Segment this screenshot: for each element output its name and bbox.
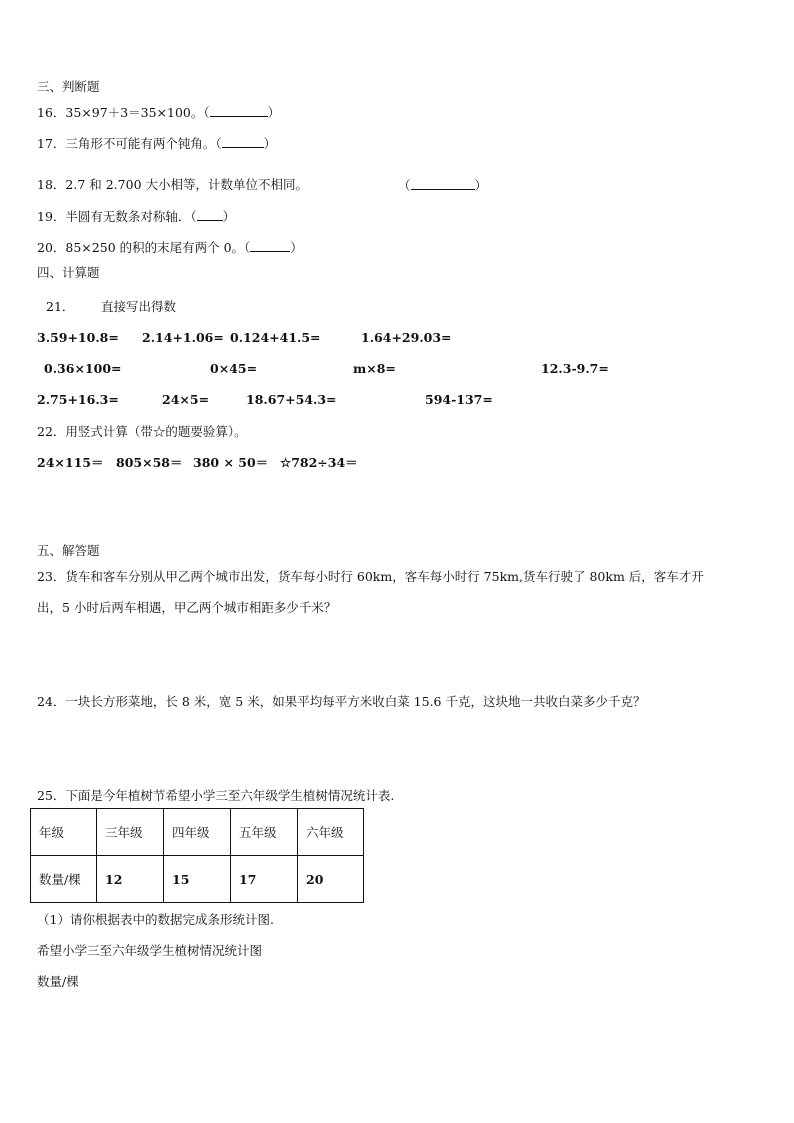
answer-blank[interactable] [411, 177, 475, 190]
table-cell: 数量/棵 [31, 856, 97, 903]
calc-item: 0.36×100= [44, 361, 122, 376]
question-21-title: 直接写出得数 [101, 299, 177, 314]
question-23-line-2: 出，5 小时后两车相遇，甲乙两个城市相距多少千米？ [37, 600, 337, 615]
question-17: 17．三角形不可能有两个钝角。（ ） [37, 136, 277, 151]
table-header-cell: 四年级 [164, 809, 231, 856]
table-cell: 17 [231, 856, 298, 903]
table-cell: 20 [298, 856, 364, 903]
table-row [31, 856, 364, 903]
section-heading-judgement: 三、判断题 [37, 79, 100, 94]
calc-item: 0×45= [210, 361, 258, 376]
question-text: 三角形不可能有两个钝角。（ [65, 136, 222, 151]
question-18 [37, 177, 308, 193]
calc-item: 2.75+16.3= [37, 392, 119, 407]
table-header-cell: 六年级 [298, 809, 364, 856]
question-number: 19． [37, 209, 66, 224]
calc-item: 594-137= [425, 392, 493, 407]
question-21-number: 21． [46, 299, 75, 314]
calc-item: 3.59+10.8= [37, 330, 119, 345]
chart-y-label: 数量/棵 [37, 974, 79, 989]
table-header-cell: 年级 [31, 809, 97, 856]
chart-title: 希望小学三至六年级学生植树情况统计图 [37, 943, 263, 958]
question-text: 半圆有无数条对称轴．（ [65, 209, 197, 224]
section-heading-calculation: 四、计算题 [37, 265, 100, 280]
question-number: 20． [37, 240, 66, 255]
question-text: 35×97＋3＝35×100。（ [65, 105, 210, 120]
vertical-calc-item: ☆782÷34＝ [280, 455, 358, 470]
calc-item: 24×5= [162, 392, 210, 407]
calc-item: 18.67+54.3= [246, 392, 337, 407]
calc-item: 12.3-9.7= [541, 361, 609, 376]
question-20: 20．85×250 的积的末尾有两个 0。（ ） [37, 240, 303, 255]
answer-blank[interactable] [250, 239, 290, 252]
calc-item: m×8= [353, 361, 396, 376]
answer-blank[interactable] [210, 104, 268, 117]
question-25: 25．下面是今年植树节希望小学三至六年级学生植树情况统计表. [37, 788, 395, 803]
question-number: 18． [37, 177, 66, 192]
question-text: 2.7 和 2.700 大小相等，计数单位不相同。 [65, 177, 308, 192]
table-cell: 12 [97, 856, 164, 903]
calc-item: 0.124+41.5= [230, 330, 321, 345]
question-text: 85×250 的积的末尾有两个 0。（ [65, 240, 251, 255]
calc-item: 2.14+1.06= [142, 330, 224, 345]
answer-blank[interactable] [222, 135, 264, 148]
table-header-cell: 三年级 [97, 809, 164, 856]
question-22-title: 22．用竖式计算（带☆的题要验算）。 [37, 424, 247, 439]
question-number: 16． [37, 105, 66, 120]
section-heading-word-problems: 五、解答题 [37, 543, 100, 558]
calc-item: 1.64+29.03= [361, 330, 452, 345]
question-16: 16．35×97＋3＝35×100。（ ） [37, 105, 281, 120]
table-header-cell: 五年级 [231, 809, 298, 856]
vertical-calc-item: 805×58＝ [116, 455, 183, 470]
question-24: 24．一块长方形菜地，长 8 米，宽 5 米，如果平均每平方米收白菜 15.6 千克，这块地一共收白菜多少千克？ [37, 694, 646, 709]
tree-planting-table [30, 808, 364, 903]
question-23-line-1: 23．货车和客车分别从甲乙两个城市出发，货车每小时行 60km，客车每小时行 75km,货车行驶了 80km 后，客车才开 [37, 569, 704, 584]
question-19: 19．半圆有无数条对称轴．（ ） [37, 209, 236, 224]
question-18-answer: （ ） [398, 178, 488, 193]
table-row [31, 809, 364, 856]
table-cell: 15 [164, 856, 231, 903]
question-25-sub-1: （1）请你根据表中的数据完成条形统计图. [37, 912, 274, 927]
answer-blank[interactable] [197, 208, 223, 221]
question-number: 17． [37, 136, 66, 151]
vertical-calc-item: 380 × 50＝ [193, 455, 269, 470]
vertical-calc-item: 24×115＝ [37, 455, 104, 470]
